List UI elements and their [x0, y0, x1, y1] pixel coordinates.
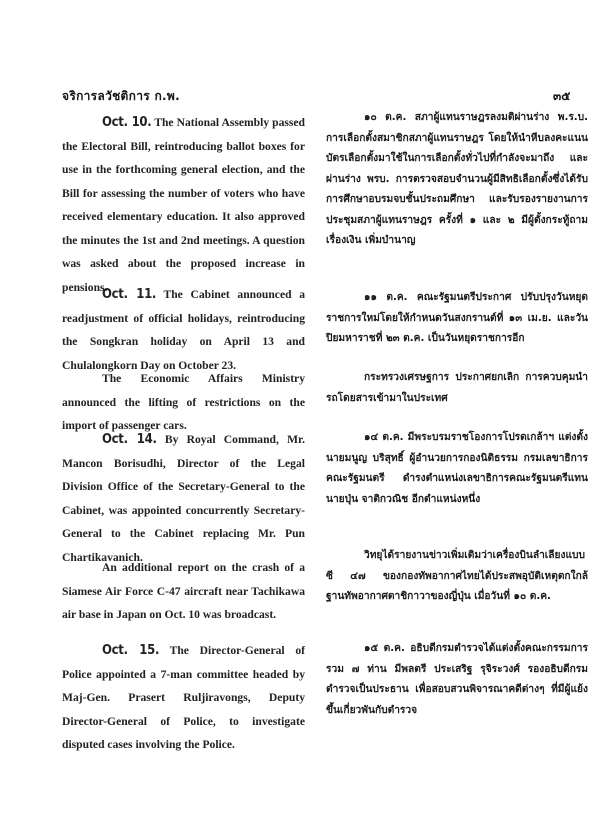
entry-text: The Cabinet announced a readjustment of official holidays, reintroducing the Songkran holiday on April 13 and Chulalongkorn Day on October 23. [62, 288, 305, 372]
entry-text: ๑๕ ต.ค. อธิบดีกรมตำรวจได้แต่งตั้งคณะกรรมการรวม ๗ ท่าน มีพลตรี ประเสริฐ รุจิระวงศ์ รองอธิบดีกรมตำรวจเป็นประธาน เพื่อสอบสวนพิจารณาคดีต่างๆ ที่มีผู้แย้งขึ้นเกี่ยวพันกับตำรวจ [326, 643, 588, 716]
entry-text: The Director-General of Police appointed a 7-man committee headed by Maj-Gen. Prasert Ruljiravongs, Deputy Director-General of Police, to investigate disputed cases involving the Police. [62, 644, 305, 751]
entry-date: Oct. 15. [102, 643, 160, 658]
entry-aircraft-crash-en [62, 556, 305, 627]
entry-oct-10-th [326, 108, 588, 252]
entry-text: กระทรวงเศรษฐการ ประกาศยกเลิก การควบคุมนำรถโดยสารเข้ามาในประเทศ [326, 372, 588, 404]
entry-aircraft-crash-th [326, 546, 588, 608]
entry-economic-ministry-th [326, 368, 588, 409]
page-number: ๓๕ [553, 89, 571, 103]
running-header: จริการลวัชติการ ก.พ. [62, 89, 180, 103]
entry-oct-14-th [326, 428, 588, 510]
entry-text: An additional report on the crash of a Siamese Air Force C-47 aircraft near Tachikawa air base in Japan on Oct. 10 was broadcast. [62, 561, 305, 621]
entry-oct-11-th [326, 288, 588, 350]
entry-oct-14-en [62, 428, 305, 569]
entry-date: Oct. 10. [102, 115, 152, 130]
entry-oct-15-en [62, 639, 305, 757]
entry-oct-15-th [326, 639, 588, 721]
entry-date: Oct. 11. [102, 287, 157, 302]
entry-text: The National Assembly passed the Electoral Bill, reintroducing ballot boxes for use in the forthcoming general election, and the Bill for assessing the number of voters who have received elementary education. It also approved the minutes the 1st and 2nd meetings. A question was asked about the proposed increase in pensions. [62, 116, 305, 294]
entry-text: By Royal Command, Mr. Mancon Borisudhi, Director of the Legal Division Office of the Secretary-General to the Cabinet, was appointed concurrently Secretary-General to the Cabinet replacing Mr. Pun Chartikavanich. [62, 433, 305, 564]
entry-text: ๑๔ ต.ค. มีพระบรมราชโองการโปรดเกล้าฯ แต่งตั้งนายมนูญ บริสุทธิ์ ผู้อำนวยการกองนิติธรรม กรมเลขาธิการคณะรัฐมนตรี ดำรงตำแหน่งเลขาธิการคณะรัฐมนตรีแทนนายปุ่น จาติกวณิช อีกตำแหน่งหนึ่ง [326, 432, 588, 505]
entry-text: วิทยุได้รายงานข่าวเพิ่มเติมว่าเครื่องบินลำเลียงแบบซี ๔๗ ของกองทัพอากาศไทยได้ประสพอุบัติเหตุตกใกล้ฐานทัพอากาศตาชิกาวาของญี่ปุ่น เมื่อวันที่ ๑๐ ต.ค. [326, 550, 588, 602]
entry-text: ๑๐ ต.ค. สภาผู้แทนราษฎรลงมติผ่านร่าง พ.ร.บ. การเลือกตั้งสมาชิกสภาผู้แทนราษฎร โดยให้นำหีบลงคะแนนบัตรเลือกตั้งมาใช้ในการเลือกตั้งทั่วไปที่กำลังจะมาถึง และผ่านร่าง พรบ. การตรวจสอบจำนวนผู้มีสิทธิเลือกตั้งซึ่งได้รับการศึกษาอบรมจบชั้นประถมศึกษา และรับรองรายงานการประชุมสภาผู้แทนราษฎร ครั้งที่ ๑ และ ๒ มีผู้ตั้งกระทู้ถาม เรื่องเงิน เพิ่มบำนาญ [326, 112, 588, 246]
entry-oct-10-en [62, 111, 305, 299]
entry-text: The Economic Affairs Ministry announced the lifting of restrictions on the import of passenger cars. [62, 372, 305, 432]
entry-oct-11-en [62, 283, 305, 377]
entry-economic-ministry-en [62, 367, 305, 438]
entry-date: Oct. 14. [102, 432, 157, 447]
entry-text: ๑๑ ต.ค. คณะรัฐมนตรีประกาศ ปรับปรุงวันหยุดราชการใหม่โดยให้กำหนดวันสงกรานต์ที่ ๑๓ เม.ย. และวันปิยมหาราชที่ ๒๓ ต.ค. เป็นวันหยุดราชการอีก [326, 292, 588, 344]
